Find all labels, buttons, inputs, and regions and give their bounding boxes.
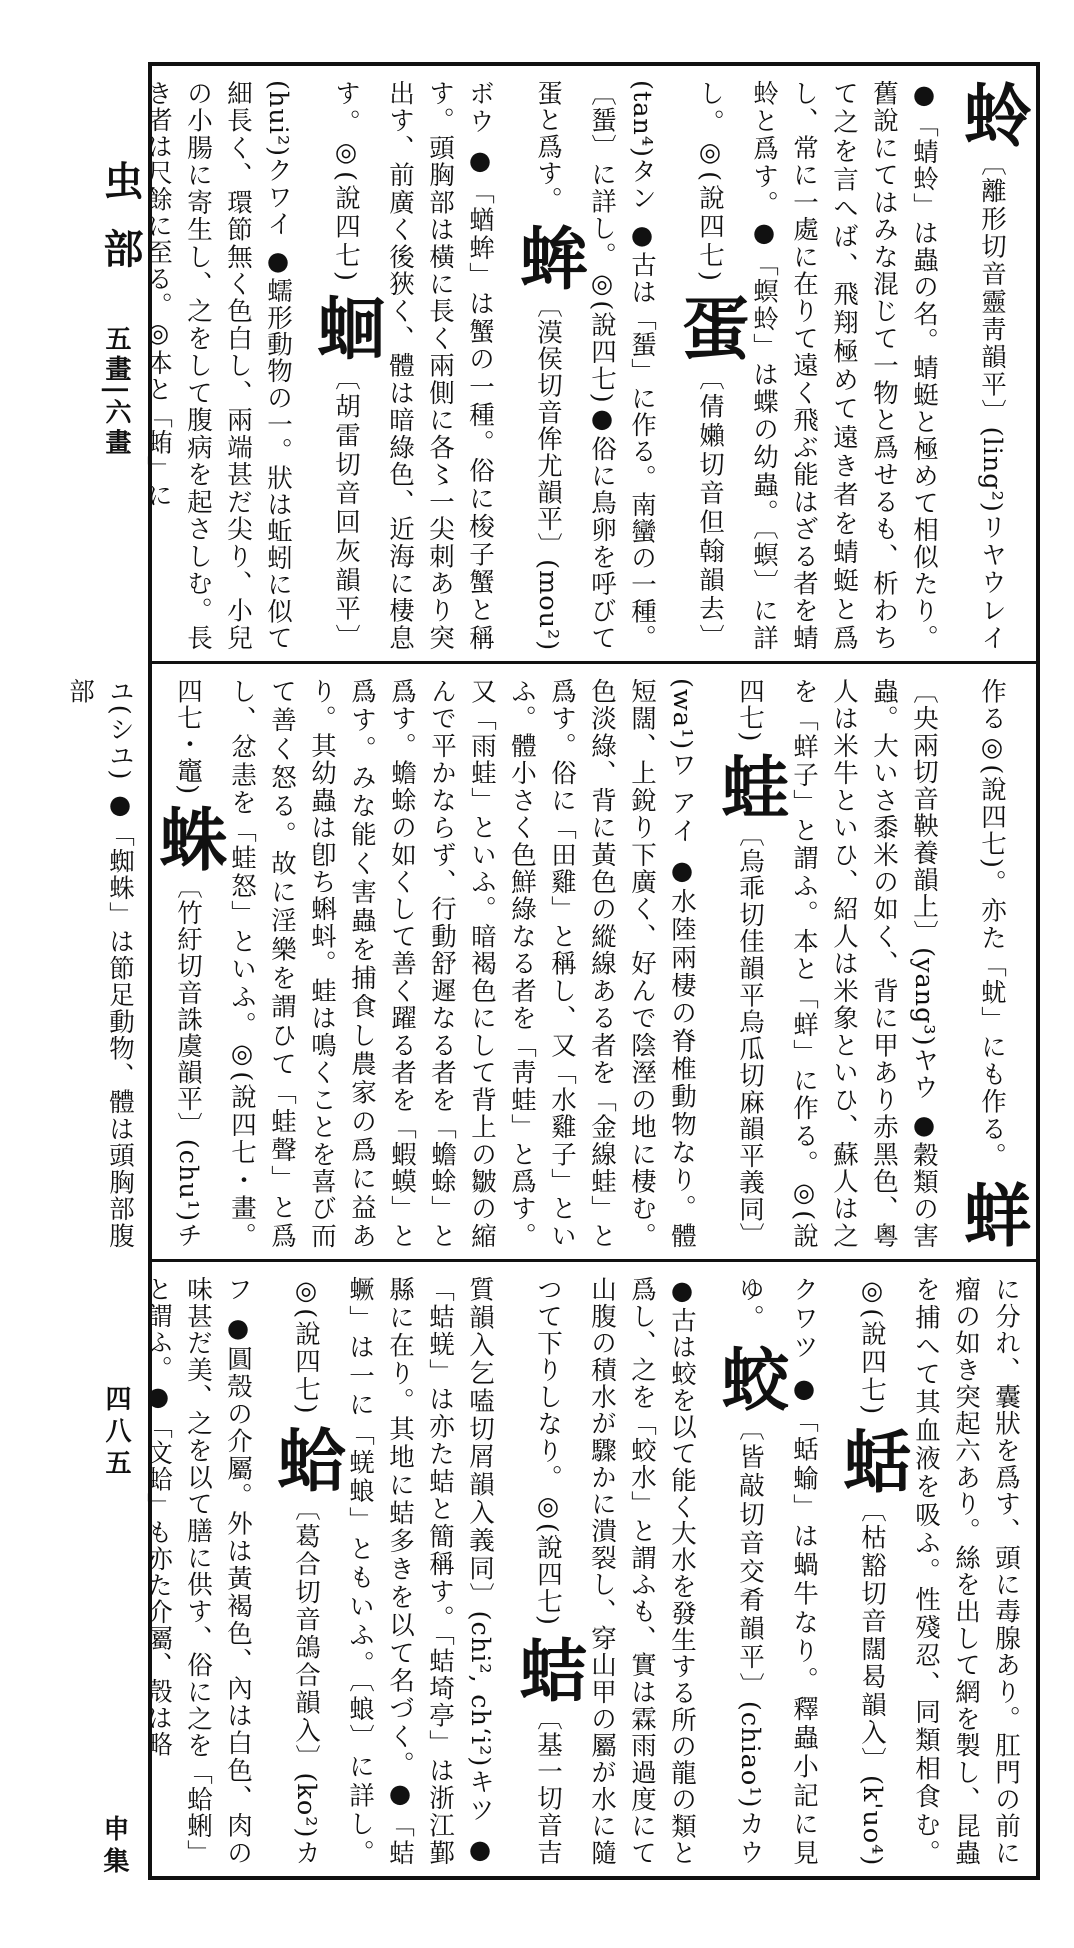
entry-text: 〔倩嬾切音但翰韻去〕(tan⁴)タン ●古は「蜑」に作る。南蠻の一種。〔蜑〕に詳し。◎(說四七)●俗に鳥卵を呼びて蛋と爲す。 xyxy=(533,80,725,651)
entry-text: 〔葛合切音鴿合韻入〕(ko²)カフ ●圓殼の介屬。外は黃褐色、內は白色、肉の味甚だ美、之を以て膳に供す、俗に之を「蛤蜊」と謂ふ。●「文蛤」も亦た介屬、殼は略 xyxy=(143,1276,321,1866)
entry-ling xyxy=(695,80,1032,651)
headword: 蛉 xyxy=(952,80,1032,149)
entry-text: 〔央兩切音鞅養韻上〕(yang³)ヤウ ●穀類の害蟲。大いさ黍米の如く、背に甲あり赤黑色、粵人は米牛といひ、紹人は米象といひ、蘇人は之を「蛘子」と謂ふ。本と「蛘」に作る。◎(說四七) xyxy=(735,678,939,1249)
headword: 蛣 xyxy=(508,1635,588,1705)
entry-mou xyxy=(331,80,588,652)
entry-text: 〔竹紆切音誅虞韻平〕(chu¹)チユ(シユ) ●「蜘蛛」は節足動物、體は頭胸部腹部 xyxy=(65,678,203,1250)
page-number: 四八五 xyxy=(101,1385,131,1481)
headword: 蛟 xyxy=(710,1344,790,1414)
headword: 蛞 xyxy=(832,1425,912,1495)
headword: 蛔 xyxy=(306,293,386,363)
entry-text: 〔烏乖切佳韻平烏瓜切麻韻平義同〕(wa¹)ワ アイ ●水陸兩棲の脊椎動物なり。體短闊、上銳り下廣く、好んで陰溼の地に棲む。色淡綠、背に黃色の縱線ある者を「金線蛙」と爲す。俗に「田雞」と稱し、又「水雞子」といふ。體小さく色鮮綠なる者を「靑蛙」と爲す。又「雨蛙」といふ。暗褐色にして背上の皺の縮んで平かならず、行動舒遲なる者を「蟾蜍」と爲す。蟾蜍の如くして善く躍る者を「蝦蟆」と爲す。みな能く害蟲を捕食し農家の爲に益あり。其幼蟲は卽ち蝌蚪。蛙は鳴くことを喜び而て善く怒る。故に淫樂を謂ひて「蛙聲」と爲し、忿恚を「蛙怒」といふ。◎(說四七・畫。四七・竈) xyxy=(173,678,765,1250)
entry-ji xyxy=(291,1276,588,1867)
headword: 蛛 xyxy=(148,804,228,874)
headword: 蛑 xyxy=(508,222,588,292)
entry-hui xyxy=(143,80,386,651)
headword: 蛤 xyxy=(266,1424,346,1494)
headword: 蛘 xyxy=(952,1180,1032,1249)
radical-label: 虫部 xyxy=(97,160,144,296)
volume-label: 申集 xyxy=(99,1815,129,1879)
dictionary-band-top xyxy=(143,66,1036,664)
entry-text: 〔基一切音吉質韻入乞嗑切屑韻入義同〕(chi², chʻi²)キツ ●「蛣蜣」は亦た蛣と簡稱す。「蛣埼亭」は浙江鄞縣に在り。其地に蛣多きを以て名づく。●「蛣蟩」は一に「蜣蜋」ともいふ。〔蜋〕に詳し。◎(說四七) xyxy=(291,1276,563,1867)
continued-text: 作る◎(說四七)。亦た「蚘」にも作る。 xyxy=(977,678,1007,1171)
entry-text: 〔漠侯切音侔尤韻平〕(mou²)ボウ ●「蝤蛑」は蟹の一種。俗に梭子蟹と稱す。頭胸部は橫に長く兩側に各〻一尖刺あり突出す、前廣く後狹く、體は暗綠色、近海に棲息す。◎(說四七) xyxy=(331,80,563,652)
dictionary-band-bottom xyxy=(143,1262,1036,1876)
entry-text: 〔胡雷切音回灰韻平〕(hui²)クワイ ●蠕形動物の一。狀は蚯蚓に似て細長く、環節無く色白し、兩端甚だ尖り、小兒の小腸に寄生し、之をして腹病を起さしむ。長き者は尺餘に至る。◎本と「蛕」に xyxy=(143,80,361,651)
dictionary-band-middle xyxy=(65,664,1036,1262)
stroke-range-label: 五畫|六畫 xyxy=(101,325,131,459)
entry-text: 〔枯豁切音闊曷韻入〕(k'uo⁴)クワツ ●「蛞蝓」は蝸牛なり。釋蟲小記に見ゆ。 xyxy=(735,1276,887,1866)
entry-jiao xyxy=(533,1276,790,1867)
entry-wa xyxy=(173,678,790,1250)
headword: 蛋 xyxy=(670,293,750,363)
continued-text: に分れ、囊狀を爲す、頭に毒腺あり。肛門の前に瘤の如き突起六あり。絲を出して網を製し、昆蟲を捕へて其血液を吸ふ。性殘忍、同類相食む。◎(說四七) xyxy=(857,1276,1021,1866)
entry-text: 〔離形切音靈靑韻平〕(ling²)リヤウレイ ●「蜻蛉」は蟲の名。蜻蜓と極めて相似たり。舊說にてはみな混じて一物と爲せるも、析わちて之を言へば、飛翔極めて遠き者を蜻蜓と爲し、常に一處に在りて遠く飛ぶ能はざる者を蜻蛉と爲す。●「螟蛉」は蝶の幼蟲。〔螟〕に詳し。◎(說四七) xyxy=(695,80,1007,651)
headword: 蛙 xyxy=(710,751,790,821)
entry-text: 〔皆敲切音交肴韻平〕(chiao¹)カウ ●古は蛟を以て能く大水を發生する所の龍の類と爲し、之を「蛟水」と謂ふも、實は霖雨過度にて山腹の積水が驟かに潰裂し、穿山甲の屬が水に隨つて下りしなり。◎(說四七) xyxy=(533,1276,765,1867)
